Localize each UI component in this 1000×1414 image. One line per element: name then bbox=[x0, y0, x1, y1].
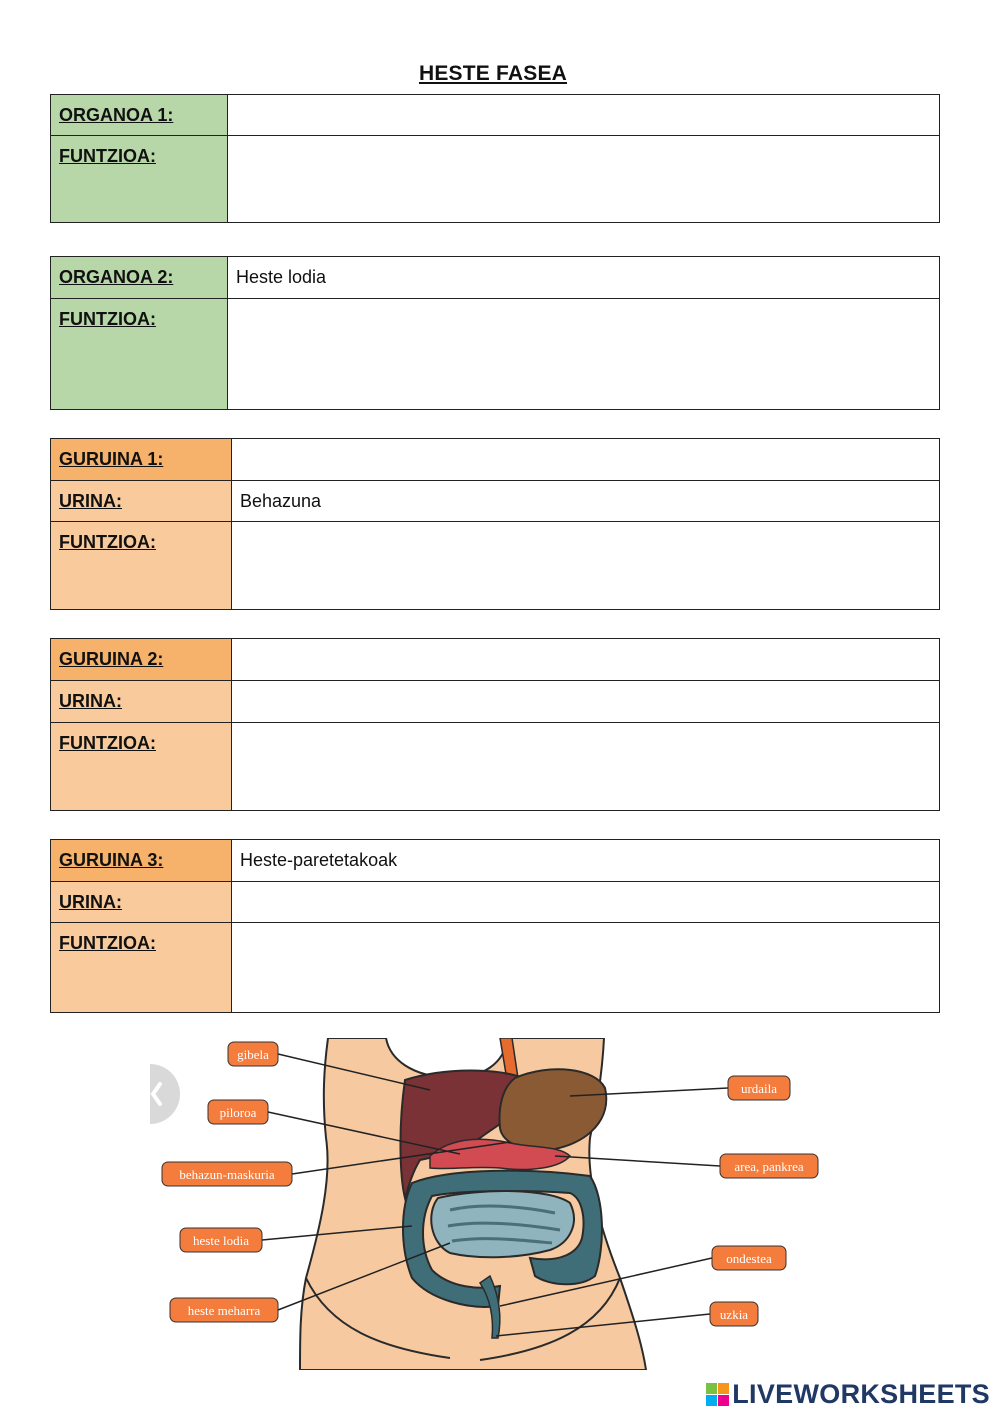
gland-2-juice-input[interactable] bbox=[240, 691, 931, 712]
liveworksheets-logo-text: LIVEWORKSHEETS bbox=[732, 1378, 990, 1409]
gland-3-table bbox=[50, 839, 940, 1013]
organ-1-answer-cell bbox=[228, 95, 940, 136]
gland-1-label: GURUINA 1: bbox=[51, 439, 232, 481]
label-heste-lodia-text: heste lodia bbox=[193, 1233, 249, 1248]
label-uzkia bbox=[710, 1302, 758, 1326]
organ-2-function-cell bbox=[228, 299, 940, 410]
label-ondestea-text: ondestea bbox=[726, 1251, 772, 1266]
gland-3-answer-input[interactable] bbox=[240, 850, 931, 871]
organ-2-answer-cell bbox=[228, 257, 940, 299]
gland-1-answer-cell bbox=[232, 439, 940, 481]
organ-2-function-input[interactable] bbox=[236, 316, 931, 388]
gland-2-function-cell bbox=[232, 723, 940, 811]
gland-2-answer-cell bbox=[232, 639, 940, 681]
label-uzkia-text: uzkia bbox=[719, 1307, 749, 1322]
organ-1-function-cell bbox=[228, 136, 940, 223]
gland-2-table bbox=[50, 638, 940, 811]
gland-2-function-label: FUNTZIOA: bbox=[51, 723, 232, 811]
organ-2-function-label: FUNTZIOA: bbox=[51, 299, 228, 410]
label-gibela-text: gibela bbox=[237, 1047, 269, 1062]
page-title: HESTE FASEA bbox=[418, 62, 568, 85]
organ-2-answer-input[interactable] bbox=[236, 267, 931, 288]
label-piloroa-text: piloroa bbox=[219, 1105, 257, 1120]
label-behazun-maskuria bbox=[162, 1162, 292, 1186]
gland-3-juice-label: URINA: bbox=[51, 882, 232, 923]
gland-1-function-label: FUNTZIOA: bbox=[51, 522, 232, 610]
digestive-system-diagram bbox=[150, 1038, 840, 1370]
gland-2-answer-input[interactable] bbox=[240, 649, 931, 670]
label-heste-lodia bbox=[180, 1228, 262, 1252]
organ-1-function-input[interactable] bbox=[236, 141, 931, 213]
gland-1-juice-label: URINA: bbox=[51, 481, 232, 522]
label-heste-meharra bbox=[170, 1298, 278, 1322]
label-piloroa bbox=[208, 1100, 268, 1124]
label-gibela bbox=[228, 1042, 278, 1066]
organ-1-table bbox=[50, 94, 940, 223]
gland-3-juice-cell bbox=[232, 882, 940, 923]
gland-2-juice-label: URINA: bbox=[51, 681, 232, 723]
gland-3-function-label: FUNTZIOA: bbox=[51, 923, 232, 1013]
label-area-pankrea bbox=[720, 1154, 818, 1178]
gland-3-answer-cell bbox=[232, 840, 940, 882]
liveworksheets-logo bbox=[706, 1378, 990, 1410]
gland-2-label: GURUINA 2: bbox=[51, 639, 232, 681]
gland-1-function-cell bbox=[232, 522, 940, 610]
label-ondestea bbox=[712, 1246, 786, 1270]
gland-3-function-input[interactable] bbox=[240, 929, 931, 1001]
organ-2-label: ORGANOA 2: bbox=[51, 257, 228, 299]
label-area-pankrea-text: area, pankrea bbox=[734, 1159, 804, 1174]
organ-1-answer-input[interactable] bbox=[236, 105, 931, 126]
liveworksheets-logo-icon bbox=[706, 1383, 729, 1406]
gland-3-function-cell bbox=[232, 923, 940, 1013]
gland-2-juice-cell bbox=[232, 681, 940, 723]
organ-1-function-label: FUNTZIOA: bbox=[51, 136, 228, 223]
label-urdaila bbox=[728, 1076, 790, 1100]
label-heste-meharra-text: heste meharra bbox=[187, 1303, 261, 1318]
gland-3-label: GURUINA 3: bbox=[51, 840, 232, 882]
gland-2-function-input[interactable] bbox=[240, 728, 931, 800]
gland-1-function-input[interactable] bbox=[240, 527, 931, 599]
gland-1-answer-input[interactable] bbox=[240, 449, 931, 470]
label-behazun-maskuria-text: behazun-maskuria bbox=[179, 1167, 275, 1182]
gland-1-juice-input[interactable] bbox=[240, 491, 931, 512]
gland-3-juice-input[interactable] bbox=[240, 892, 931, 913]
gland-1-juice-cell bbox=[232, 481, 940, 522]
label-urdaila-text: urdaila bbox=[740, 1081, 778, 1096]
organ-1-label: ORGANOA 1: bbox=[51, 95, 228, 136]
gland-1-table bbox=[50, 438, 940, 610]
organ-2-table bbox=[50, 256, 940, 410]
